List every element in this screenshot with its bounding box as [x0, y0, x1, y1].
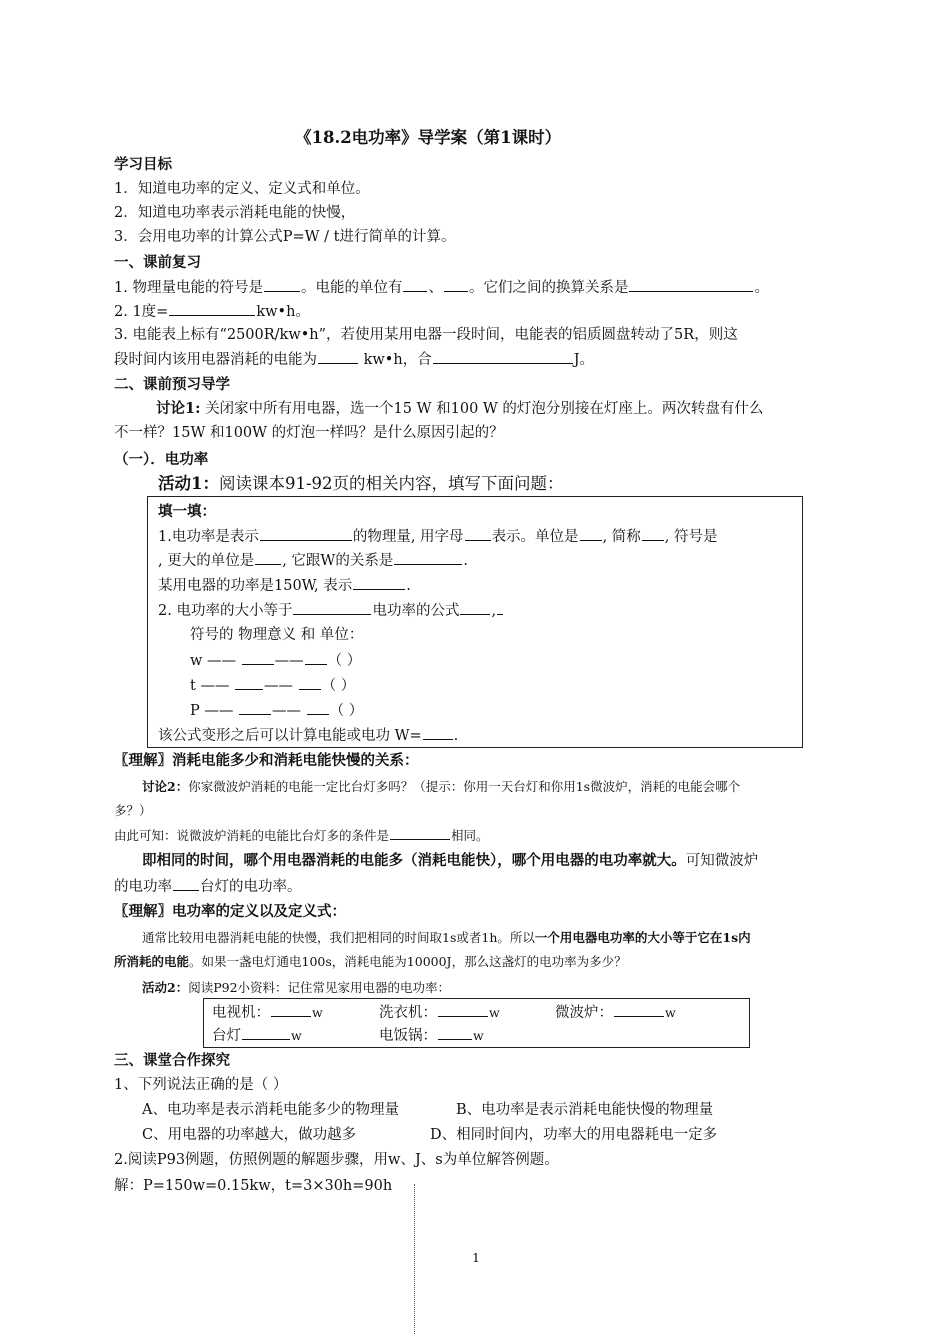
- option-b: B、电功率是表示消耗电能快慢的物理量: [456, 1102, 714, 1118]
- discuss1: 讨论1: 关闭家中所有用电器，选一个15 W 和100 W 的灯泡分别接在灯座上。两次转盘有什么: [156, 400, 764, 417]
- blank[interactable]: [235, 675, 263, 690]
- blank[interactable]: [271, 1002, 311, 1017]
- blank[interactable]: [423, 725, 453, 740]
- blank[interactable]: [629, 277, 753, 292]
- discuss1-line2: 不一样？15W 和100W 的灯泡一样吗？是什么原因引起的？: [114, 425, 504, 441]
- preview-heading: 二、课前预习导学: [114, 376, 230, 393]
- blank[interactable]: [305, 650, 327, 665]
- conclusion: 由此可知：说微波炉消耗的电能比台灯多的条件是 相同。: [114, 825, 489, 846]
- blank[interactable]: [390, 825, 450, 840]
- explore-heading: 三、课堂合作探究: [114, 1052, 230, 1069]
- fill-line4: 2. 电功率的大小等于 电功率的公式 ,: [158, 600, 504, 621]
- blank[interactable]: [580, 526, 602, 541]
- review-heading: 一、课前复习: [114, 254, 201, 271]
- blank[interactable]: [242, 1025, 290, 1040]
- blank[interactable]: [260, 526, 352, 541]
- key-statement-line2: 的电功率 台灯的电功率。: [114, 876, 302, 897]
- discuss2-line2: 多？）: [114, 803, 152, 818]
- symbol-row-p: P —— —— （ ）: [190, 700, 363, 721]
- symbol-row-w: w —— —— （ ）: [190, 650, 361, 671]
- fill-line5: 符号的 物理意义 和 单位：: [190, 627, 364, 643]
- goal-item: 3．会用电功率的计算公式P=W / t进行简单的计算。: [114, 229, 456, 245]
- fill-line1: 1.电功率是表示 的物理量, 用字母 表示。单位是 , 简称 , 符号是: [158, 526, 718, 547]
- blank[interactable]: [353, 575, 405, 590]
- blank[interactable]: [173, 876, 199, 891]
- understand2-heading: 〖理解〗电功率的定义以及定义式：: [114, 903, 346, 920]
- activity2: 活动2：阅读P92小资料：记住常见家用电器的电功率：: [142, 980, 451, 995]
- understand1-heading: 〖理解〗消耗电能多少和消耗电能快慢的关系：: [114, 752, 419, 769]
- page-title: 《18.2电功率》导学案（第1课时）: [295, 128, 562, 147]
- solution-line: 解：P=150w=0.15kw，t=3×30h=90h: [114, 1178, 393, 1194]
- fill-line3: 某用电器的功率是150W, 表示 .: [158, 575, 411, 596]
- blank[interactable]: [394, 550, 462, 565]
- blank[interactable]: [307, 700, 329, 715]
- blank[interactable]: [239, 700, 271, 715]
- blank[interactable]: [614, 1002, 664, 1017]
- blank[interactable]: [460, 600, 490, 615]
- option-d: D、相同时间内，功率大的用电器耗电一定多: [430, 1127, 718, 1143]
- explore-q2: 2.阅读P93例题，仿照例题的解题步骤，用w、J、s为单位解答例题。: [114, 1152, 559, 1168]
- blank[interactable]: [293, 600, 371, 615]
- column-divider: [414, 1184, 415, 1334]
- blank[interactable]: [403, 277, 427, 292]
- option-c: C、用电器的功率越大，做功越多: [142, 1127, 357, 1143]
- appliance-microwave: 微波炉： w: [555, 1002, 676, 1023]
- section-power: （一）．电功率: [114, 451, 209, 468]
- review-q3-line1: 3. 电能表上标有“2500R/kw•h”，若使用某用电器一段时间，电能表的铝质圆盘转动了5R，则这: [114, 327, 738, 343]
- review-q2: 2. 1度= kw•h。: [114, 301, 310, 322]
- page-number: 1: [472, 1250, 480, 1265]
- definition-para-line2: 所消耗的电能。如果一盏电灯通电100s，消耗电能为10000J，那么这盏灯的电功率为多少？: [114, 954, 627, 969]
- appliance-tv: 电视机： w: [212, 1002, 323, 1023]
- discuss2: 讨论2：你家微波炉消耗的电能一定比台灯多吗？（提示：你用一天台灯和你用1s微波炉，消耗的电能会哪个: [142, 779, 741, 794]
- blank[interactable]: [438, 1025, 472, 1040]
- appliance-washer: 洗衣机： w: [379, 1002, 500, 1023]
- symbol-row-t: t —— —— （ ）: [190, 675, 355, 696]
- goal-item: 2．知道电功率表示消耗电能的快慢，: [114, 205, 356, 221]
- fill-line2: , 更大的单位是 , 它跟W的关系是 .: [158, 550, 468, 571]
- blank[interactable]: [169, 301, 255, 316]
- key-statement: 即相同的时间，哪个用电器消耗的电能多（消耗电能快），哪个用电器的电功率就大。可知微波炉: [142, 852, 759, 869]
- blank[interactable]: [318, 349, 358, 364]
- definition-para: 通常比较用电器消耗电能的快慢，我们把相同的时间取1s或者1h。所以一个用电器电功率的大小等于它在1s内: [142, 930, 751, 945]
- appliance-cooker: 电饭锅： w: [379, 1025, 484, 1046]
- fill-heading: 填一填：: [158, 503, 216, 520]
- blank[interactable]: [438, 1002, 488, 1017]
- fill-line6: 该公式变形之后可以计算电能或电功 W= .: [158, 725, 458, 746]
- blank[interactable]: [642, 526, 664, 541]
- blank[interactable]: [444, 277, 468, 292]
- blank[interactable]: [242, 650, 274, 665]
- blank[interactable]: [255, 550, 281, 565]
- blank[interactable]: [433, 349, 573, 364]
- review-q1: 1. 物理量电能的符号是 。电能的单位有 、 。它们之间的换算关系是 。: [114, 277, 769, 298]
- appliance-lamp: 台灯 w: [212, 1025, 302, 1046]
- review-q3-line2: 段时间内该用电器消耗的电能为 kw•h，合 J。: [114, 349, 594, 370]
- blank[interactable]: [497, 600, 503, 615]
- blank[interactable]: [264, 277, 300, 292]
- blank[interactable]: [299, 675, 321, 690]
- explore-q1: 1、下列说法正确的是（ ）: [114, 1077, 288, 1093]
- activity1: 活动1：阅读课本91-92页的相关内容，填写下面问题：: [158, 474, 564, 493]
- goal-item: 1．知道电功率的定义、定义式和单位。: [114, 181, 370, 197]
- goals-heading: 学习目标: [114, 156, 172, 173]
- option-a: A、电功率是表示消耗电能多少的物理量: [142, 1102, 399, 1118]
- blank[interactable]: [465, 526, 491, 541]
